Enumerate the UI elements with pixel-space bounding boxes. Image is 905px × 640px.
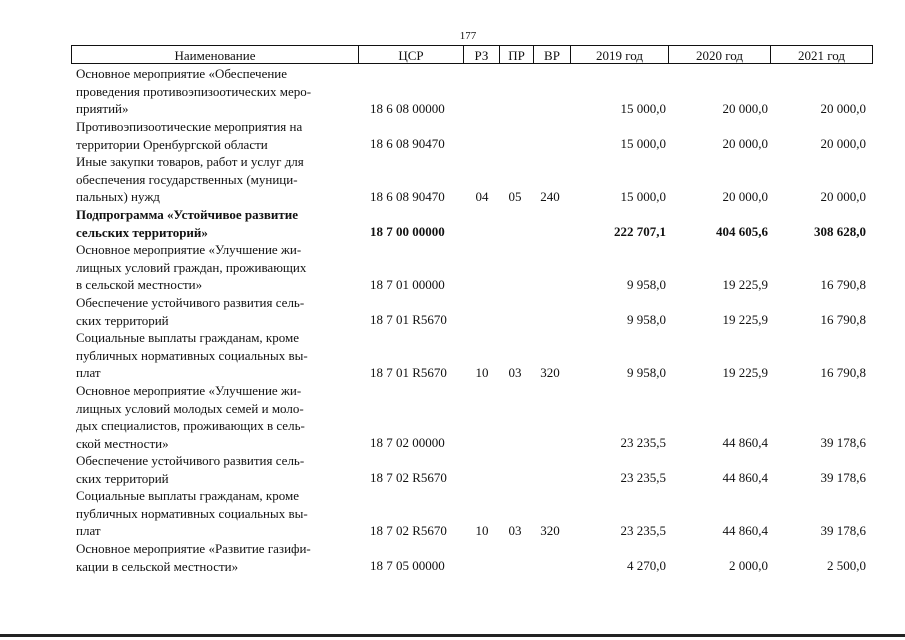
table-row <box>0 452 905 487</box>
row-name: Иные закупки товаров, работ и услуг для обеспечения государственных (муници- пальных) нужд <box>76 154 304 205</box>
row-2019: 9 958,0 <box>627 277 666 293</box>
row-csr: 18 6 08 90470 <box>370 189 445 205</box>
table-row-subprogram <box>0 206 905 241</box>
table-row <box>0 153 905 206</box>
row-name: Обеспечение устойчивого развития сель- ских территорий <box>76 295 305 328</box>
row-2020: 2 000,0 <box>729 558 768 574</box>
row-2019: 15 000,0 <box>620 101 666 117</box>
col-header-pr: ПР <box>499 45 533 64</box>
row-2021: 39 178,6 <box>820 470 866 486</box>
table-row <box>0 118 905 153</box>
row-name: Противоэпизоотические мероприятия на территории Оренбургской области <box>76 119 303 152</box>
row-2021: 39 178,6 <box>820 435 866 451</box>
table-row <box>0 540 905 575</box>
bottom-divider <box>0 634 905 637</box>
col-header-rz: РЗ <box>463 45 499 64</box>
row-name: Основное мероприятие «Обеспечение проведения противоэпизоотических меро- приятий» <box>76 66 312 117</box>
row-2019: 4 270,0 <box>627 558 666 574</box>
row-2021: 16 790,8 <box>820 365 866 381</box>
row-rz: 10 <box>475 365 489 381</box>
row-2020: 20 000,0 <box>722 101 768 117</box>
row-2021: 20 000,0 <box>820 136 866 152</box>
row-name: Основное мероприятие «Улучшение жи- лищных условий граждан, проживающих в сельской местности» <box>76 242 307 293</box>
row-2020: 19 225,9 <box>722 312 768 328</box>
row-csr: 18 7 02 R5670 <box>370 523 447 539</box>
row-2019: 15 000,0 <box>620 189 666 205</box>
row-csr: 18 7 01 00000 <box>370 277 445 293</box>
row-2020: 19 225,9 <box>722 277 768 293</box>
row-2021: 308 628,0 <box>814 224 866 240</box>
row-csr: 18 7 00 00000 <box>370 224 445 240</box>
row-pr: 05 <box>508 189 522 205</box>
row-pr: 03 <box>508 523 522 539</box>
row-2019: 23 235,5 <box>620 435 666 451</box>
row-2020: 20 000,0 <box>722 189 768 205</box>
col-header-2021: 2021 год <box>770 45 873 64</box>
row-2020: 44 860,4 <box>722 523 768 539</box>
row-name: Подпрограмма «Устойчивое развитие сельских территорий» <box>76 207 299 240</box>
row-name: Основное мероприятие «Развитие газифи- кации в сельской местности» <box>76 541 311 574</box>
row-csr: 18 7 02 00000 <box>370 435 445 451</box>
row-pr: 03 <box>508 365 522 381</box>
row-2020: 20 000,0 <box>722 136 768 152</box>
row-csr: 18 7 02 R5670 <box>370 470 447 486</box>
row-vr: 240 <box>540 189 560 205</box>
row-2019: 23 235,5 <box>620 470 666 486</box>
row-2021: 39 178,6 <box>820 523 866 539</box>
table-row <box>0 294 905 329</box>
row-csr: 18 6 08 90470 <box>370 136 445 152</box>
page-number: 177 <box>459 30 477 42</box>
row-name: Социальные выплаты гражданам, кроме публичных нормативных социальных вы- плат <box>76 488 308 539</box>
row-name: Обеспечение устойчивого развития сель- ских территорий <box>76 453 305 486</box>
row-csr: 18 7 01 R5670 <box>370 365 447 381</box>
row-2021: 20 000,0 <box>820 101 866 117</box>
row-2019: 23 235,5 <box>620 523 666 539</box>
row-rz: 04 <box>475 189 489 205</box>
row-2020: 19 225,9 <box>722 365 768 381</box>
col-header-vr: ВР <box>533 45 570 64</box>
table-row <box>0 65 905 118</box>
row-2019: 15 000,0 <box>620 136 666 152</box>
row-name: Основное мероприятие «Улучшение жи- лищных условий молодых семей и моло- дых специалистов, проживающих в сель- ской местности» <box>76 383 305 451</box>
row-rz: 10 <box>475 523 489 539</box>
table-row <box>0 487 905 540</box>
row-vr: 320 <box>540 523 560 539</box>
row-vr: 320 <box>540 365 560 381</box>
row-2020: 44 860,4 <box>722 470 768 486</box>
row-csr: 18 7 01 R5670 <box>370 312 447 328</box>
row-2019: 9 958,0 <box>627 312 666 328</box>
row-2021: 2 500,0 <box>827 558 866 574</box>
col-header-2019: 2019 год <box>570 45 668 64</box>
row-csr: 18 6 08 00000 <box>370 101 445 117</box>
row-2020: 404 605,6 <box>716 224 768 240</box>
table-row <box>0 382 905 452</box>
row-2019: 9 958,0 <box>627 365 666 381</box>
row-2021: 16 790,8 <box>820 277 866 293</box>
row-2020: 44 860,4 <box>722 435 768 451</box>
col-header-2020: 2020 год <box>668 45 770 64</box>
row-csr: 18 7 05 00000 <box>370 558 445 574</box>
col-header-name: Наименование <box>71 45 358 64</box>
row-name: Социальные выплаты гражданам, кроме публичных нормативных социальных вы- плат <box>76 330 308 381</box>
col-header-csr: ЦСР <box>358 45 463 64</box>
row-2021: 20 000,0 <box>820 189 866 205</box>
table-row <box>0 241 905 294</box>
row-2021: 16 790,8 <box>820 312 866 328</box>
row-2019: 222 707,1 <box>614 224 666 240</box>
table-row <box>0 329 905 382</box>
